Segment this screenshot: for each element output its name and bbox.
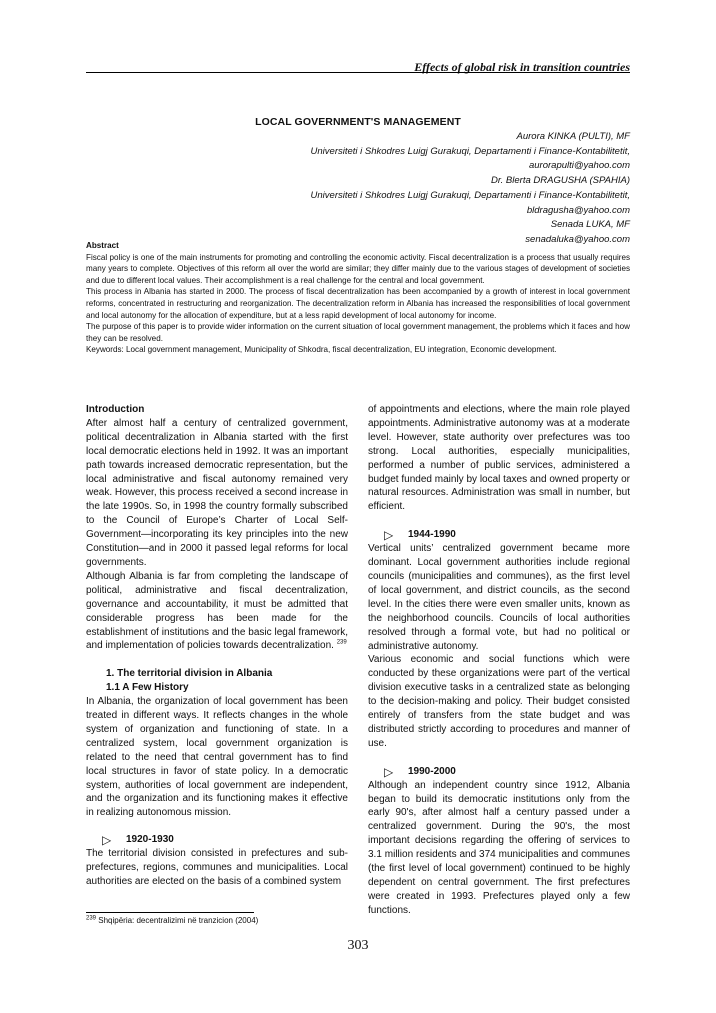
body-paragraph: Vertical units’ centralized government became more dominant. Local government authorities include regional councils (municipalities and communes), as the first level of local government, and district councils, as the second level. In the cities there were even smaller units, known as the neighborhood councils. Councils of local authorities resolved through a formal vote, but had no political or administrative autonomy.: [368, 543, 630, 652]
body-paragraph-continued: of appointments and elections, where the main role played appointments. Administrative autonomy was at a moderate level. However, state authority over prefectures was too strong. Local authorities, especially municipalities, performed a number of public services, administered a budget funded mainly by local taxes and owned property or natural resources. Administration was small in number, but efficient.: [368, 404, 630, 513]
footnote-number: 239: [86, 915, 97, 922]
triangle-bullet-icon: ▷: [384, 528, 394, 543]
right-column: [368, 403, 630, 918]
author-line: Aurora KINKA (PULTI), MF: [516, 131, 630, 142]
author-line: Universiteti i Shkodres Luigj Gurakuqi, Departamenti i Finance-Kontabilitetit,: [310, 189, 630, 201]
paper-title: LOCAL GOVERNMENT'S MANAGEMENT: [255, 116, 461, 128]
page-number: 303: [347, 938, 369, 953]
abstract-heading: Abstract: [86, 241, 119, 250]
author-email-link[interactable]: aurorapulti@yahoo.com: [528, 160, 630, 172]
abstract-paragraph: The purpose of this paper is to provide wider information on the current situation of local government management, the problems which it faces and how they can be resolved.: [86, 322, 630, 343]
period-heading-text: 1990-2000: [408, 765, 456, 777]
body-paragraph: Although an independent country since 1912, Albania began to build its democratic institutions only from the early 90's, after almost half a century passed under a centralized government. During the 90's, the most important decisions regarding the offering of services to 3.1 million residents and 374 municipalities and communes (the first level of local government) continued to be highly dependent on central government. The first prefectures were created in 1993. Prefectures played only a few functions.: [368, 779, 630, 916]
header-rule: [86, 72, 630, 73]
author-email-link[interactable]: senadaluka@yahoo.com: [525, 233, 630, 245]
body-paragraph: After almost half a century of centralized government, political decentralization in Albania started with the first local democratic elections held in 1992. It was an important path towards increased democratic representation, but the local administrative and fiscal autonomy remained very weak. However, this process received a second increase in the late 1990s. So, in 1998 the country formally subscribed to the Council of Europe’s Charter of Local Self-Government—incorporating its key principles into the new Constitution—and in 2000 it passed legal reforms for local governments.: [86, 417, 348, 568]
author-line: Senada LUKA, MF: [550, 219, 630, 231]
body-text: Although Albania is far from completing the landscape of political, administrative and fiscal decentralization, governance and accountability, it must be admitted that considerable progress has been made for the establishment of institutions and the basic legal framework, and implementation of policies towards decentralization.: [86, 570, 348, 652]
period-heading: [86, 833, 348, 847]
period-heading-text: 1920-1930: [126, 834, 174, 846]
keywords-line: Keywords: Local government management, Municipality of Shkodra, fiscal decentralization, EU integration, Economic development.: [86, 345, 557, 355]
body-paragraph: In Albania, the organization of local government has been treated in different ways. It reflects changes in the whole system of organization and functioning of state. In a centralized system, local government organization is related to the need that central government has to find local structures in favor of state policy. In a democratic system, authorities of local government are independent, and the organization and its functioning makes it effective in realizing autonomous mission.: [86, 696, 348, 819]
author-line: Universiteti i Shkodres Luigj Gurakuqi, Departamenti i Finance-Kontabilitetit,: [310, 145, 630, 157]
body-paragraph: [86, 570, 348, 653]
introduction-heading: Introduction: [86, 404, 145, 415]
period-heading: [368, 765, 630, 779]
period-heading: [368, 528, 630, 542]
author-email-link[interactable]: bldragusha@yahoo.com: [526, 204, 630, 216]
period-heading-text: 1944-1990: [408, 529, 456, 541]
footnote-rule: [86, 912, 254, 913]
abstract-paragraph: Fiscal policy is one of the main instruments for promoting and controlling the economic activity. Fiscal decentralization is a process that usually requires many years to complete. Objectives of this reform all over the world are similar; they differ mainly due to the various stages of development of societies and due to different local values. Their accomplishment is a real challenge for the central and local government.: [86, 252, 630, 285]
footnote: [86, 916, 258, 925]
section-heading: 1. The territorial division in Albania: [106, 668, 273, 680]
body-paragraph: The territorial division consisted in prefectures and sub-prefectures, regions, communes and municipalities. Local authorities are elected on the basis of a combined system: [86, 848, 348, 887]
subsection-heading: 1.1 A Few History: [106, 682, 189, 694]
author-line: Dr. Blerta DRAGUSHA (SPAHIA): [490, 175, 630, 187]
author-block: [210, 130, 630, 248]
abstract-section: [86, 240, 630, 356]
running-header-title: Effects of global risk in transition countries: [414, 60, 630, 74]
footnote-text: Shqipëria: decentralizimi në tranzicion (2004): [96, 916, 259, 925]
triangle-bullet-icon: ▷: [102, 833, 112, 848]
abstract-paragraph: This process in Albania has started in 2000. The process of fiscal decentralization has been accompanied by a growth of interest in local government reforms, concentrated in restructuring and reorganization. The decentralization reform in Albania has increased the responsibilities of local government and local autonomy for the allocation of expenditure, but at a less rapid development of local autonomy for income.: [86, 287, 630, 320]
footnote-reference[interactable]: 239: [336, 640, 347, 647]
triangle-bullet-icon: ▷: [384, 764, 394, 779]
body-paragraph: Various economic and social functions which were conducted by these organizations were part of the vertical division executive tasks in a centralized state as belonging to the decision-making and policy. Their budget consisted entirely of transfers from the state budget and was distributed strictly according to procedures and manner of use.: [368, 654, 630, 749]
left-column: [86, 403, 348, 889]
